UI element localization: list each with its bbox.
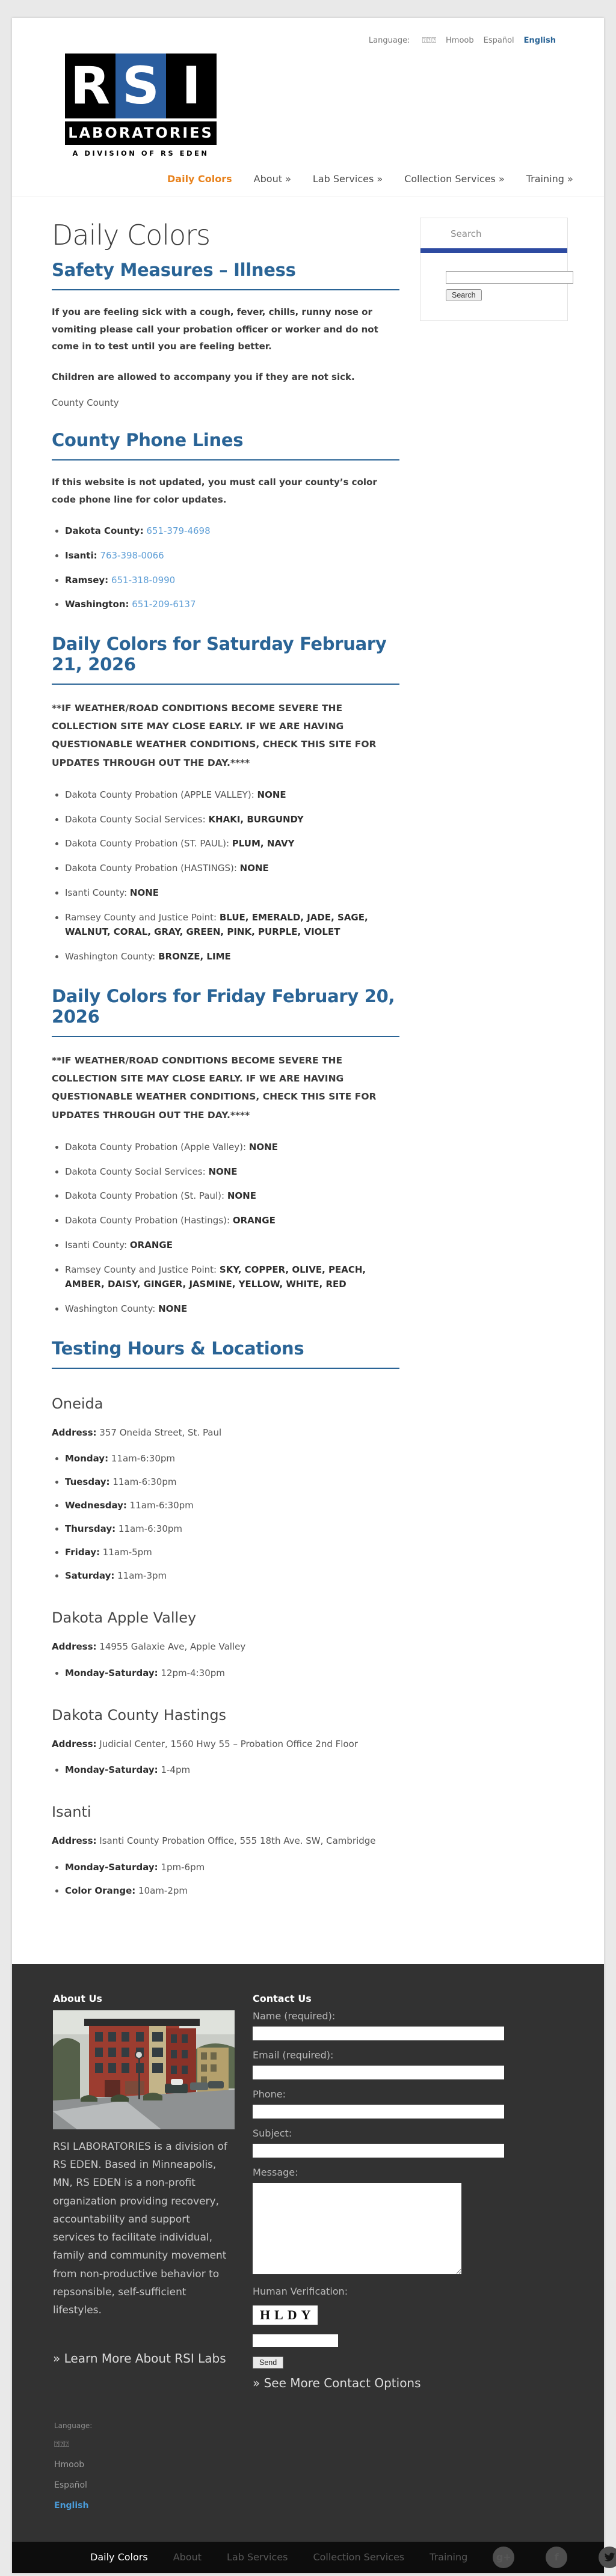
phone-lines-list (52, 524, 399, 612)
contact-us-title: Contact Us (253, 1992, 312, 2004)
phone-line-item (65, 548, 399, 563)
footer-language-option[interactable]: English (54, 2500, 89, 2510)
location-hours-list (52, 1666, 399, 1680)
message-label: Message: (253, 2166, 298, 2178)
color-value: NONE (158, 1303, 188, 1314)
hours-day-label: Thursday: (65, 1523, 116, 1535)
twitter-icon[interactable] (599, 2547, 616, 2568)
color-site-label: Dakota County Probation (Hastings): (65, 1215, 230, 1226)
search-widget (420, 218, 568, 321)
location-address (52, 1425, 399, 1441)
color-site-label: Isanti County: (65, 887, 128, 898)
color-list-item (65, 812, 399, 827)
color-list-item (65, 1302, 399, 1317)
hours-day-label: Monday-Saturday: (65, 1667, 158, 1678)
language-option[interactable]: Hmoob (446, 36, 474, 45)
bottom-nav-item[interactable]: Collection Services (313, 2551, 405, 2563)
phone-lines-title: County Phone Lines (52, 430, 399, 460)
hours-value: 11am-6:30pm (112, 1476, 177, 1488)
nav-item[interactable]: About » (253, 173, 291, 185)
main-nav (167, 173, 604, 197)
location-hours-list (52, 1860, 399, 1898)
hours-item (65, 1883, 399, 1898)
message-field[interactable] (253, 2183, 461, 2274)
hours-day-label: Monday-Saturday: (65, 1764, 158, 1776)
footer-contact-column (253, 1993, 513, 2390)
hours-value: 11am-6:30pm (129, 1500, 194, 1511)
color-value: NONE (248, 1141, 278, 1152)
nav-item[interactable]: Collection Services » (404, 173, 505, 185)
hours-item (65, 1475, 399, 1489)
hours-value: 11am-6:30pm (118, 1523, 182, 1535)
address-label: Address: (52, 1738, 97, 1749)
name-field[interactable] (253, 2027, 504, 2040)
site-card (12, 18, 604, 2573)
language-label: Language: (368, 36, 410, 45)
site-header (12, 18, 604, 197)
color-site-label: Dakota County Probation (St. Paul): (65, 1190, 225, 1202)
color-list-item (65, 949, 399, 964)
language-bar (12, 18, 604, 45)
learn-more-link[interactable]: » Learn More About RSI Labs (53, 2351, 226, 2366)
footer-language-option[interactable]: Hmoob (54, 2459, 85, 2470)
name-label: Name (required): (253, 2010, 336, 2022)
location-name: Oneida (52, 1395, 103, 1412)
safety-section-title: Safety Measures – Illness (52, 260, 399, 290)
nav-item[interactable]: Daily Colors (167, 173, 232, 185)
color-site-label: Ramsey County and Justice Point: (65, 1264, 217, 1275)
search-button[interactable]: Search (446, 289, 482, 301)
phone-field[interactable] (253, 2105, 504, 2119)
hours-value: 12pm-4:30pm (161, 1667, 225, 1678)
bottom-nav-item[interactable]: About (173, 2551, 202, 2563)
address-label: Address: (52, 1835, 97, 1847)
color-list-item (65, 1262, 399, 1293)
site-logo[interactable] (65, 54, 217, 158)
hours-value: 11am-5pm (102, 1547, 152, 1558)
language-option[interactable]: Español (483, 36, 514, 45)
about-us-title: About Us (53, 1992, 102, 2004)
footer-language-option[interactable]: ⍰⍰⍰ (54, 2439, 70, 2449)
nav-item[interactable]: Lab Services » (312, 173, 383, 185)
color-value: BLUE, EMERALD, JADE, SAGE, WALNUT, CORAL, GRAY, GREEN, PINK, PURPLE, VIOLET (65, 911, 368, 938)
hours-value: 11am-6:30pm (111, 1453, 175, 1464)
main-column (52, 214, 399, 1907)
bottom-nav-item[interactable]: Training (430, 2551, 468, 2563)
hours-item (65, 1568, 399, 1583)
color-site-label: Dakota County Probation (Apple Valley): (65, 1141, 247, 1152)
site-footer (12, 1964, 604, 2542)
testing-hours-title: Testing Hours & Locations (52, 1338, 399, 1369)
address-value: Isanti County Probation Office, 555 18th Ave. SW, Cambridge (99, 1835, 376, 1847)
hours-item (65, 1498, 399, 1513)
email-label: Email (required): (253, 2049, 334, 2061)
color-site-label: Dakota County Probation (APPLE VALLEY): (65, 789, 254, 800)
address-label: Address: (52, 1641, 97, 1653)
color-site-label: Dakota County Probation (ST. PAUL): (65, 838, 229, 849)
bottom-nav-item[interactable]: Lab Services (227, 2551, 288, 2563)
safety-paragraph-2: Children are allowed to accompany you if they are not sick. (52, 371, 355, 382)
bottom-nav (90, 2551, 493, 2563)
human-verification-label: Human Verification: (253, 2285, 348, 2297)
color-site-label: Washington County: (65, 951, 156, 962)
email-field[interactable] (253, 2066, 504, 2079)
saturday-colors-title: Daily Colors for Saturday February 21, 2026 (52, 634, 399, 685)
logo-letter-r: R (65, 54, 116, 118)
saturday-colors-list (52, 788, 399, 964)
color-list-item (65, 1164, 399, 1179)
captcha-input[interactable] (253, 2334, 338, 2347)
facebook-icon[interactable]: f (546, 2547, 567, 2568)
hours-day-label: Friday: (65, 1547, 100, 1558)
hours-value: 1-4pm (161, 1764, 191, 1776)
logo-letter-s: S (116, 54, 166, 118)
saturday-weather-warning: **IF WEATHER/ROAD CONDITIONS BECOME SEVERE THE COLLECTION SITE MAY CLOSE EARLY. IF WE ARE HAVING QUESTIONABLE WEATHER CONDITIONS, CHECK THIS SITE FOR UPDATES THROUGH OUT THE DAY.**** (52, 703, 377, 768)
page-title: Daily Colors (52, 219, 211, 251)
location-address (52, 1639, 399, 1655)
location-oneida (52, 1395, 399, 1583)
hours-item (65, 1763, 399, 1777)
hours-item (65, 1666, 399, 1680)
bottom-nav-item[interactable]: Daily Colors (90, 2551, 148, 2563)
location-name: Isanti (52, 1804, 91, 1821)
color-value: NONE (227, 1190, 256, 1202)
footer-language-section (53, 2390, 568, 2542)
color-list-item (65, 836, 399, 851)
phone-number-link[interactable]: 763-398-0066 (100, 549, 164, 561)
color-site-label: Dakota County Probation (HASTINGS): (65, 863, 237, 874)
color-list-item (65, 788, 399, 803)
hours-day-label: Saturday: (65, 1570, 115, 1582)
bottom-bar (12, 2542, 604, 2573)
search-widget-title: Search (451, 228, 482, 239)
social-icons (493, 2547, 616, 2568)
color-site-label: Dakota County Social Services: (65, 813, 206, 825)
friday-weather-warning: **IF WEATHER/ROAD CONDITIONS BECOME SEVERE THE COLLECTION SITE MAY CLOSE EARLY. IF WE ARE HAVING QUESTIONABLE WEATHER CONDITIONS, CHECK THIS SITE FOR UPDATES THROUGH OUT THE DAY.**** (52, 1054, 377, 1121)
location-dakota-county-hastings (52, 1707, 399, 1778)
sidebar (420, 214, 568, 321)
hours-item (65, 1522, 399, 1536)
hours-day-label: Tuesday: (65, 1476, 110, 1488)
location-name: Dakota Apple Valley (52, 1609, 197, 1627)
color-value: ORANGE (232, 1215, 276, 1226)
hours-value: 10am-2pm (138, 1885, 188, 1896)
subject-label: Subject: (253, 2127, 292, 2139)
hours-item (65, 1451, 399, 1466)
hours-item (65, 1860, 399, 1874)
color-site-label: Isanti County: (65, 1239, 128, 1250)
location-isanti (52, 1804, 399, 1898)
footer-language-options (54, 2440, 568, 2510)
content-area (12, 197, 604, 1964)
phone-line-item (65, 573, 399, 588)
color-list-item (65, 1189, 399, 1204)
color-value: NONE (257, 789, 286, 800)
color-list-item (65, 1140, 399, 1155)
building-photo (53, 2010, 235, 2129)
logo-letter-i: I (166, 54, 217, 118)
hours-day-label: Wednesday: (65, 1500, 127, 1511)
phone-number-link[interactable]: 651-318-0990 (111, 574, 176, 586)
nav-item[interactable]: Training » (526, 173, 573, 185)
color-value: PLUM, NAVY (232, 838, 295, 849)
hours-day-label: Monday-Saturday: (65, 1861, 158, 1873)
color-site-label: Washington County: (65, 1303, 156, 1314)
hours-day-label: Color Orange: (65, 1885, 136, 1896)
color-list-item (65, 910, 399, 940)
phone-number-link[interactable]: 651-379-4698 (146, 525, 211, 536)
phone-lines-intro: If this website is not updated, you must call your county’s color code phone line for color updates. (52, 477, 377, 505)
color-list-item (65, 1213, 399, 1228)
phone-county-label: Isanti: (65, 549, 97, 561)
location-address (52, 1737, 399, 1752)
subject-field[interactable] (253, 2144, 504, 2158)
color-value: SKY, COPPER, OLIVE, PEACH, AMBER, DAISY, GINGER, JASMINE, YELLOW, WHITE, RED (65, 1264, 366, 1290)
phone-county-label: Dakota County: (65, 525, 144, 536)
location-address (52, 1834, 399, 1849)
color-value: NONE (129, 887, 159, 898)
color-list-item (65, 886, 399, 901)
color-site-label: Dakota County Social Services: (65, 1166, 206, 1177)
logo-rsi-letters (65, 54, 217, 118)
phone-line-item (65, 597, 399, 612)
color-value: NONE (239, 863, 269, 874)
location-name: Dakota County Hastings (52, 1706, 227, 1724)
google-plus-icon[interactable]: g+ (493, 2547, 514, 2568)
search-input[interactable] (446, 271, 573, 284)
color-list-item (65, 861, 399, 876)
send-button[interactable]: Send (253, 2357, 283, 2369)
address-value: 14955 Galaxie Ave, Apple Valley (99, 1641, 246, 1653)
location-hours-list (52, 1763, 399, 1777)
phone-number-link[interactable]: 651-209-6137 (132, 599, 196, 610)
color-value: NONE (208, 1166, 238, 1177)
hours-day-label: Monday: (65, 1453, 109, 1464)
color-value: BRONZE, LIME (158, 951, 231, 962)
more-contact-options-link[interactable]: » See More Contact Options (253, 2375, 421, 2390)
color-site-label: Ramsey County and Justice Point: (65, 911, 217, 923)
about-us-text: RSI LABORATORIES is a division of RS EDEN. Based in Minneapolis, MN, RS EDEN is a non-profit organization providing recovery, accountability and support services to facilitate individual, family and community movement from non-productive behavior to repsonsible, self-sufficient lifestyles. (53, 2140, 227, 2316)
county-note: County County (52, 397, 119, 408)
address-label: Address: (52, 1427, 97, 1438)
address-value: 357 Oneida Street, St. Paul (99, 1427, 222, 1438)
address-value: Judicial Center, 1560 Hwy 55 – Probation Office 2nd Floor (99, 1738, 358, 1749)
hours-value: 11am-3pm (117, 1570, 167, 1582)
color-value: ORANGE (129, 1239, 173, 1250)
hours-item (65, 1545, 399, 1559)
phone-label: Phone: (253, 2088, 286, 2100)
footer-language-option[interactable]: Español (54, 2480, 87, 2490)
logo-division-tagline: A DIVISION OF RS EDEN (72, 149, 209, 158)
safety-paragraph-1: If you are feeling sick with a cough, fever, chills, runny nose or vomiting please call your probation officer or worker and do not come in to test until you are feeling better. (52, 307, 378, 352)
language-option[interactable]: English (523, 36, 556, 45)
logo-laboratories: LABORATORIES (65, 121, 217, 145)
search-widget-accent-bar (420, 248, 567, 253)
location-hours-list (52, 1451, 399, 1583)
color-value: KHAKI, BURGUNDY (208, 813, 304, 825)
language-options (413, 36, 556, 45)
phone-county-label: Ramsey: (65, 574, 109, 586)
friday-colors-list (52, 1140, 399, 1317)
phone-county-label: Washington: (65, 599, 129, 610)
location-dakota-apple-valley (52, 1609, 399, 1680)
friday-colors-title: Daily Colors for Friday February 20, 2026 (52, 986, 399, 1037)
captcha-image: HLDY (253, 2305, 318, 2325)
footer-language-label: Language: (54, 2421, 93, 2430)
phone-line-item (65, 524, 399, 539)
footer-about-column (53, 1993, 235, 2390)
language-option[interactable]: ⍰⍰⍰ (422, 36, 437, 45)
hours-value: 1pm-6pm (161, 1861, 205, 1873)
color-list-item (65, 1238, 399, 1253)
